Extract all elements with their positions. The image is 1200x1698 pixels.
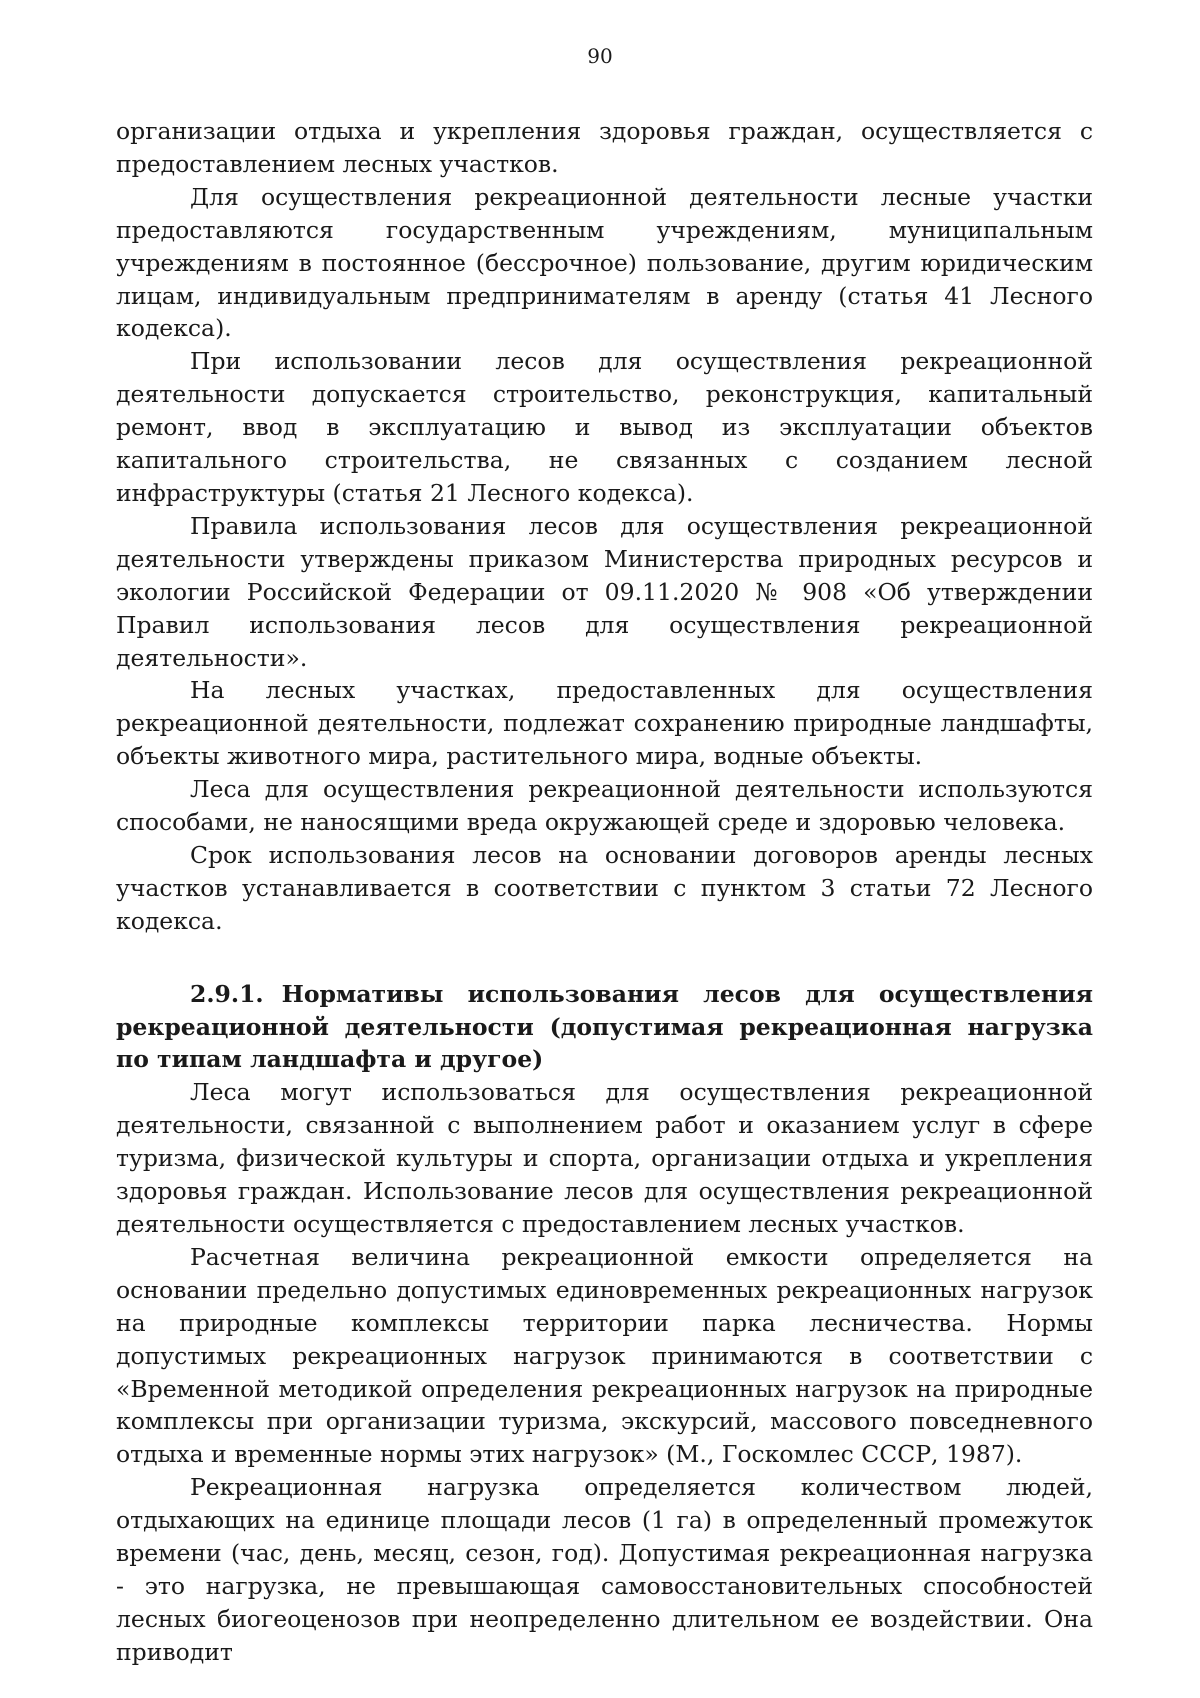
- paragraph: Срок использования лесов на основании договоров аренды лесных участков устанавливается в соответствии с пунктом 3 статьи 72 Лесного кодекса.: [116, 840, 1093, 935]
- section-title: Нормативы использования лесов для осуществления рекреационной деятельности (допустимая рекреационная нагрузка по типам ландшафта и другое): [116, 979, 1093, 1074]
- paragraph: На лесных участках, предоставленных для осуществления рекреационной деятельности, подлежат сохранению природные ландшафты, объекты животного мира, растительного мира, водные объекты.: [116, 676, 1093, 771]
- paragraph: организации отдыха и укрепления здоровья граждан, осуществляется с предоставлением лесных участков.: [116, 117, 1093, 178]
- paragraph: Правила использования лесов для осуществления рекреационной деятельности утверждены приказом Министерства природных ресурсов и экологии Российской Федерации от 09.11.2020 № 908 «Об утверждении Правил использования лесов для осуществления рекреационной деятельности».: [116, 511, 1093, 672]
- section-heading: [116, 978, 1093, 1077]
- paragraph: Леса для осуществления рекреационной деятельности используются способами, не наносящими вреда окружающей среде и здоровью человека.: [116, 775, 1093, 837]
- paragraph: Расчетная величина рекреационной емкости определяется на основании предельно допустимых единовременных рекреационных нагрузок на природные комплексы территории парка лесничества. Нормы допустимых рекреационных нагрузок принимаются в соответствии с «Временной методикой определения рекреационных нагрузок на природные комплексы при организации туризма, экскурсий, массового повседневного отдыха и временные нормы этих нагрузок» (М., Госкомлес СССР, 1987).: [116, 1242, 1093, 1469]
- paragraph: Для осуществления рекреационной деятельности лесные участки предоставляются государственным учреждениям, муниципальным учреждениям в постоянное (бессрочное) пользование, другим юридическим лицам, индивидуальным предпринимателям в аренду (статья 41 Лесного кодекса).: [116, 182, 1093, 343]
- page-content: [116, 115, 1093, 1669]
- page-number: 90: [587, 44, 613, 68]
- section-number: 2.9.1.: [190, 979, 264, 1008]
- paragraph: Рекреационная нагрузка определяется количеством людей, отдыхающих на единице площади лесов (1 га) в определенный промежуток времени (час, день, месяц, сезон, год). Допустимая рекреационная нагрузка - это нагрузка, не превышающая самовосстановительных способностей лесных биогеоценозов при неопределенно длительном ее воздействии. Она приводит: [116, 1473, 1093, 1666]
- paragraph: Леса могут использоваться для осуществления рекреационной деятельности, связанной с выполнением работ и оказанием услуг в сфере туризма, физической культуры и спорта, организации отдыха и укрепления здоровья граждан. Использование лесов для осуществления рекреационной деятельности осуществляется с предоставлением лесных участков.: [116, 1078, 1093, 1238]
- paragraph: При использовании лесов для осуществления рекреационной деятельности допускается строительство, реконструкция, капитальный ремонт, ввод в эксплуатацию и вывод из эксплуатации объектов капитального строительства, не связанных с созданием лесной инфраструктуры (статья 21 Лесного кодекса).: [116, 347, 1093, 507]
